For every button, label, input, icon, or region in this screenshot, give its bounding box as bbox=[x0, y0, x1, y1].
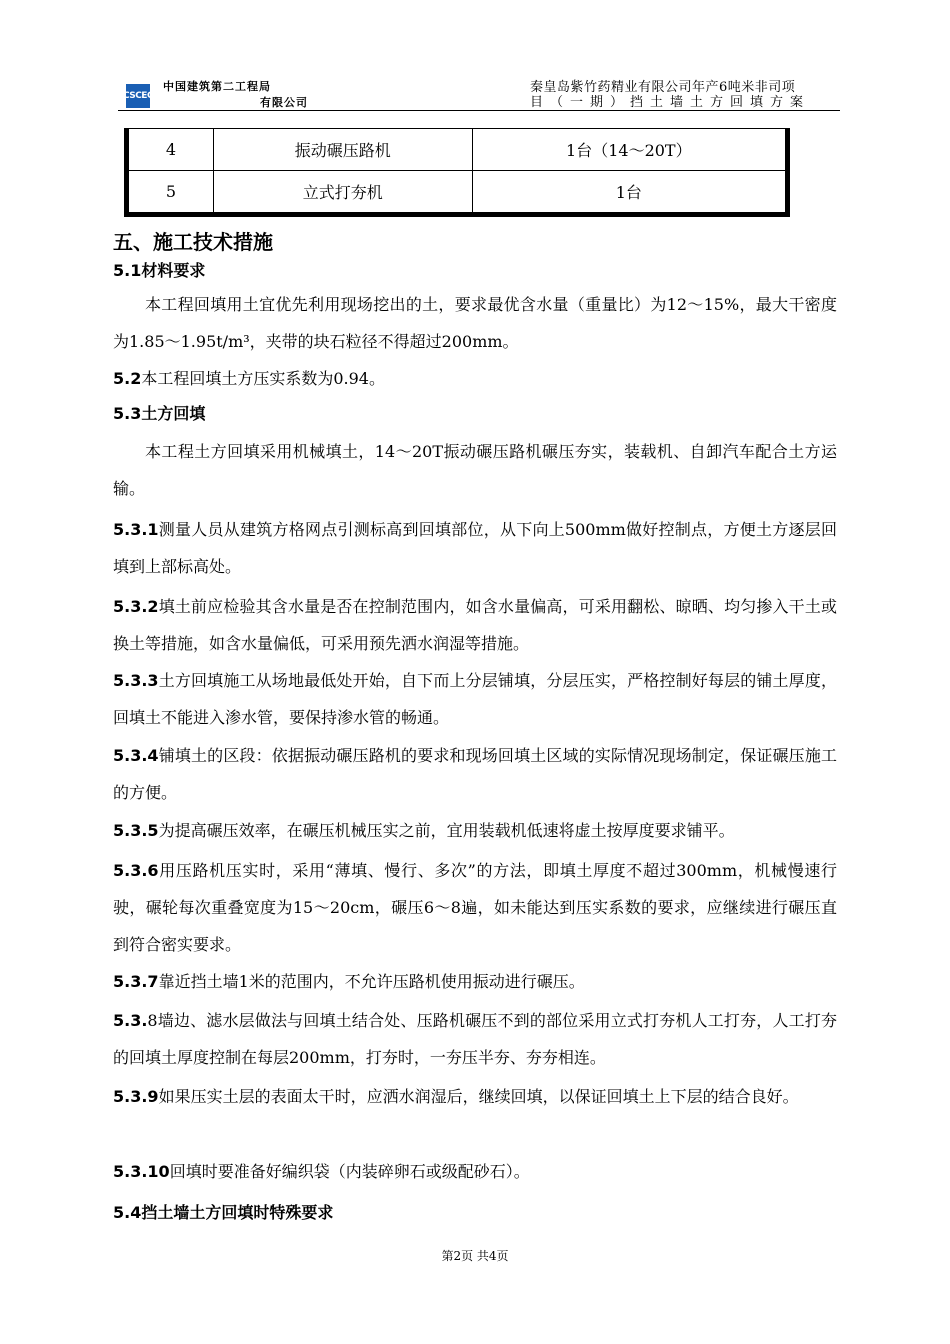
page-number: 第2页 共4页 bbox=[441, 1249, 509, 1263]
item-text: 如果压实土层的表面太干时，应洒水润湿后，继续回填，以保证回填土上下层的结合良好。 bbox=[158, 1087, 799, 1106]
item-number: 5.3. bbox=[113, 1011, 148, 1030]
item-5-3-5 bbox=[113, 812, 837, 849]
subsection-title-5-3: 5.3土方回填 bbox=[113, 404, 206, 423]
company-name-line1: 中国建筑第二工程局 bbox=[163, 80, 271, 93]
cell-no: 5 bbox=[129, 171, 214, 213]
item-number: 5.3.3 bbox=[113, 671, 159, 690]
item-5-3-1 bbox=[113, 511, 837, 585]
page-header bbox=[118, 74, 840, 111]
item-number: 5.3.9 bbox=[113, 1087, 159, 1106]
cell-qty: 1台（14～20T） bbox=[472, 129, 785, 171]
item-text: 8墙边、滤水层做法与回填土结合处、压路机碾压不到的部位采用立式打夯机人工打夯，人工打夯的回填土厚度控制在每层200mm，打夯时，一夯压半夯、夯夯相连。 bbox=[113, 1011, 837, 1067]
item-number: 5.2 bbox=[113, 369, 142, 388]
item-number: 5.3.5 bbox=[113, 821, 159, 840]
equipment-table bbox=[124, 128, 790, 217]
item-number: 5.3.4 bbox=[113, 746, 159, 765]
item-5-3-9 bbox=[113, 1078, 837, 1115]
section-title: 五、施工技术措施 bbox=[113, 230, 273, 254]
item-5-3-3 bbox=[113, 662, 837, 736]
cell-name: 立式打夯机 bbox=[213, 171, 472, 213]
item-5-3-7 bbox=[113, 963, 837, 1000]
item-number: 5.3.1 bbox=[113, 520, 159, 539]
company-logo: CSCEC bbox=[126, 84, 150, 108]
item-5-3-8 bbox=[113, 1002, 837, 1076]
cell-no: 4 bbox=[129, 129, 214, 171]
item-number: 5.3.10 bbox=[113, 1162, 170, 1181]
item-text: 靠近挡土墙1米的范围内，不允许压路机使用振动进行碾压。 bbox=[158, 972, 585, 991]
subsection-title-5-4: 5.4挡土墙土方回填时特殊要求 bbox=[113, 1203, 334, 1222]
cell-qty: 1台 bbox=[472, 171, 785, 213]
item-text: 回填时要准备好编织袋（内装碎卵石或级配砂石）。 bbox=[169, 1162, 530, 1181]
item-text: 测量人员从建筑方格网点引测标高到回填部位，从下向上500mm做好控制点，方便土方逐层回填到上部标高处。 bbox=[113, 520, 837, 576]
item-5-3-6 bbox=[113, 852, 837, 963]
paragraph-5-3: 本工程土方回填采用机械填土，14～20T振动碾压路机碾压夯实，装载机、自卸汽车配合土方运输。 bbox=[113, 442, 837, 498]
item-text: 铺填土的区段：依据振动碾压路机的要求和现场回填土区域的实际情况现场制定，保证碾压施工的方便。 bbox=[113, 746, 837, 802]
table-row bbox=[129, 171, 786, 213]
item-number: 5.3.6 bbox=[113, 861, 159, 880]
project-title-line2: 目（一期）挡土墙土方回填方案 bbox=[530, 95, 811, 110]
project-title-line1: 秦皇岛紫竹药精业有限公司年产6吨米非司项 bbox=[530, 80, 796, 95]
item-text: 本工程回填土方压实系数为0.94。 bbox=[141, 369, 385, 388]
company-name-line2: 有限公司 bbox=[260, 96, 308, 109]
subsection-title-5-1: 5.1材料要求 bbox=[113, 261, 206, 280]
item-number: 5.3.2 bbox=[113, 597, 159, 616]
item-number: 5.3.7 bbox=[113, 972, 159, 991]
item-text: 用压路机压实时，采用“薄填、慢行、多次”的方法，即填土厚度不超过300mm，机械慢速行驶，碾轮每次重叠宽度为15～20cm，碾压6～8遍，如未能达到压实系数的要求，应继续进行碾压直到符合密实要求。 bbox=[113, 861, 837, 954]
item-5-3-10 bbox=[113, 1153, 837, 1190]
cell-name: 振动碾压路机 bbox=[213, 129, 472, 171]
item-text: 为提高碾压效率，在碾压机械压实之前，宜用装载机低速将虚土按厚度要求铺平。 bbox=[158, 821, 735, 840]
item-5-3-4 bbox=[113, 737, 837, 811]
item-text: 土方回填施工从场地最低处开始，自下而上分层铺填，分层压实，严格控制好每层的铺土厚度，回填土不能进入渗水管，要保持渗水管的畅通。 bbox=[113, 671, 837, 727]
table-row bbox=[129, 129, 786, 171]
paragraph-5-1: 本工程回填用土宜优先利用现场挖出的土，要求最优含水量（重量比）为12～15%，最大干密度为1.85～1.95t/m³，夹带的块石粒径不得超过200mm。 bbox=[113, 295, 837, 351]
paragraph-5-2 bbox=[113, 360, 837, 397]
item-5-3-2 bbox=[113, 588, 837, 662]
item-text: 填土前应检验其含水量是否在控制范围内，如含水量偏高，可采用翻松、晾晒、均匀掺入干土或换土等措施，如含水量偏低，可采用预先洒水润湿等措施。 bbox=[113, 597, 837, 653]
